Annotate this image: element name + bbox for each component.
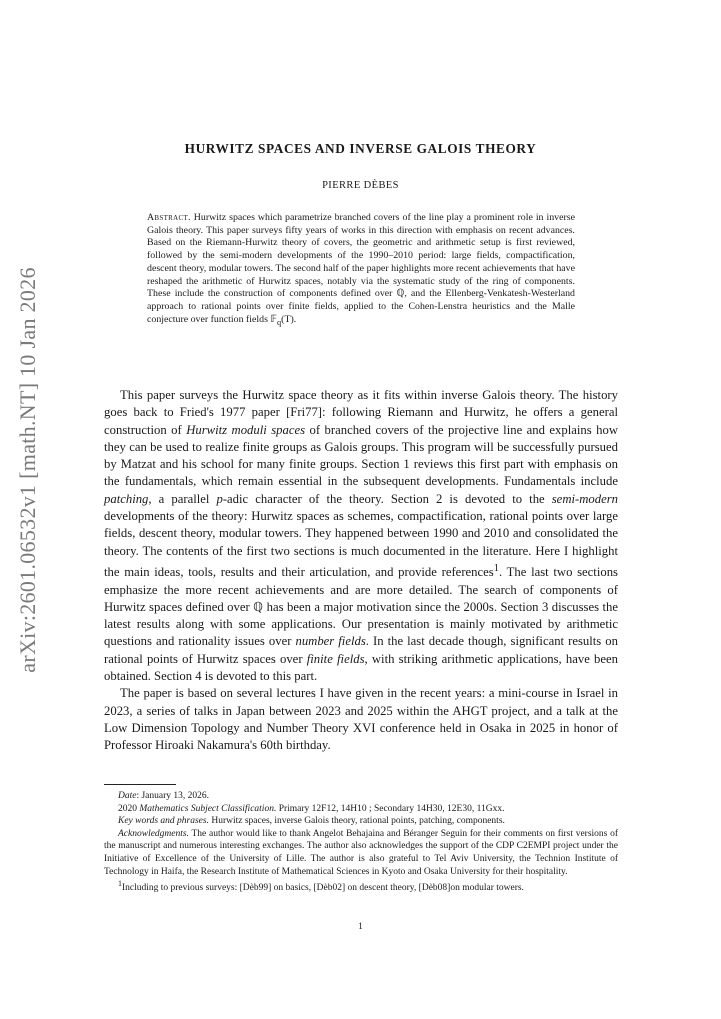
arxiv-id-text: arXiv:2601.06532v1 [math.NT] 10 Jan 2026: [15, 267, 40, 673]
arxiv-sidebar-id: [10, 245, 46, 695]
keywords-value: Hurwitz spaces, inverse Galois theory, rational points, patching, components.: [208, 816, 505, 827]
p1-emphasis-finite-fields: finite fields: [306, 651, 365, 666]
page-number: 1: [358, 922, 363, 932]
p1-text-h: , with striking arithmetic applications, have been obtained. Section 4 is devoted to this part.: [104, 651, 618, 683]
abstract-tail: (T).: [281, 313, 297, 325]
abstract: [147, 212, 575, 329]
p1-emphasis-p: p: [216, 491, 223, 506]
footnote-1-text: Including to previous surveys: [Dèb99] on basics, [Dèb02] on descent theory, [Dèb08]on modular towers.: [121, 883, 524, 894]
date-label: Date: [118, 791, 137, 801]
footnote-keywords: [104, 815, 618, 828]
footnote-1: [104, 878, 618, 895]
date-value: : January 13, 2026.: [136, 791, 210, 801]
p1-text-b: of branched covers of the projective line and explains how they can be used to realize finite groups as Galois groups. This program will be successfully pursued by Matzat and his school for many finite groups. Section 1 reviews this first part with emphasis on the fundamentals, which remain essential in the subsequent developments. Fundamentals include: [104, 422, 618, 489]
footnote-1-mark: 1: [118, 879, 122, 889]
footnote-acknowledgments: [104, 828, 618, 878]
footnote-msc: [104, 803, 618, 816]
footnotes: [104, 790, 618, 895]
p1-emphasis-hurwitz-moduli: Hurwitz moduli spaces: [186, 422, 306, 437]
p1-text-e: developments of the theory: Hurwitz spaces as schemes, compactification, rational points over large fields, descent theory, modular towers. They happened between 1990 and 2010 and consolidated the theory. The contents of the first two sections is much documented in the literature. Here I highlight the main ideas, tools, results and their articulation, and provide references: [104, 509, 618, 580]
p1-emphasis-patching: patching: [104, 491, 149, 506]
abstract-subscript: q: [277, 317, 282, 327]
footnote-ref-1[interactable]: 1: [493, 562, 500, 574]
p1-text-a: This paper surveys the Hurwitz space theory as it fits within inverse Galois theory. The history goes back to Fried's 1977 paper [Fri77]: following Riemann and Hurwitz, he offers a general construction of: [104, 388, 618, 437]
ack-value: The author would like to thank Angelot Behajaina and Béranger Seguin for their comments on first versions of the manuscript and numerous interesting exchanges. The author also acknowledges the support of the CDP C2EMPI project under the Initiative of Excellence of the University of Lille. The author is also grateful to Tel Aviv University, the Technion Institute of Technology in Haifa, the Research Institute of Mathematical Sciences in Kyoto and Osaka University for their hospitality.: [104, 828, 618, 877]
p1-text-g: . In the last decade though, significant results on rational points of Hurwitz spaces over: [104, 634, 618, 666]
p1-text-c: , a parallel: [148, 491, 217, 506]
p1-emphasis-number-fields: number fields: [295, 634, 366, 649]
paper-author: PIERRE DÈBES: [322, 180, 399, 191]
p1-text-d: -adic character of the theory. Section 2 is devoted to the: [222, 491, 552, 506]
main-body: [104, 387, 618, 754]
abstract-heading: Abstract.: [147, 212, 191, 223]
footnote-rule: [104, 784, 176, 785]
ack-label: Acknowledgments.: [118, 828, 189, 839]
msc-value: Primary 12F12, 14H10 ; Secondary 14H30, 12E30, 11Gxx.: [276, 803, 505, 814]
msc-label: Mathematics Subject Classification.: [139, 803, 277, 814]
footnote-date: [104, 790, 618, 803]
abstract-text: Hurwitz spaces which parametrize branched covers of the line play a prominent role in inverse Galois theory. This paper surveys fifty years of works in this direction with emphasis on recent advances. Based on the Riemann-Hurwitz theory of covers, the geometric and arithmetic setup is first reviewed, followed by the semi-modern developments of the 1990–2010 period: large fields, compactification, descent theory, modular towers. The second half of the paper highlights more recent achievements that have reshaped the arithmetic of Hurwitz spaces, notably via the systematic study of the ring of components. These include the construction of components defined over ℚ, and the Ellenberg-Venkatesh-Westerland approach to rational points over finite fields, applied to the Cohen-Lenstra heuristics and the Malle conjecture over function fields 𝔽: [147, 212, 575, 325]
msc-prefix: 2020: [118, 803, 140, 814]
p1-emphasis-semi-modern: semi-modern: [551, 491, 618, 506]
p1-text-f: . The last two sections emphasize the more recent achievements and are more detailed. The search of components of Hurwitz spaces defined over ℚ has been a major motivation since the 2000s. Section 3 discusses the latest results along with some applications. Our presentation is mainly motivated by arithmetic questions and rationality issues over: [104, 565, 618, 649]
paragraph-2: The paper is based on several lectures I have given in the recent years: a mini-course in Israel in 2023, a series of talks in Japan between 2023 and 2025 within the AHGT project, and a talk at the Low Dimension Topology and Number Theory XVI conference held in Osaka in 2025 in honor of Professor Hiroaki Nakamura's 60th birthday.: [104, 686, 618, 753]
paragraph-1: [104, 387, 618, 685]
paper-title: HURWITZ SPACES AND INVERSE GALOIS THEORY: [184, 141, 537, 156]
keywords-label: Key words and phrases.: [118, 816, 209, 827]
